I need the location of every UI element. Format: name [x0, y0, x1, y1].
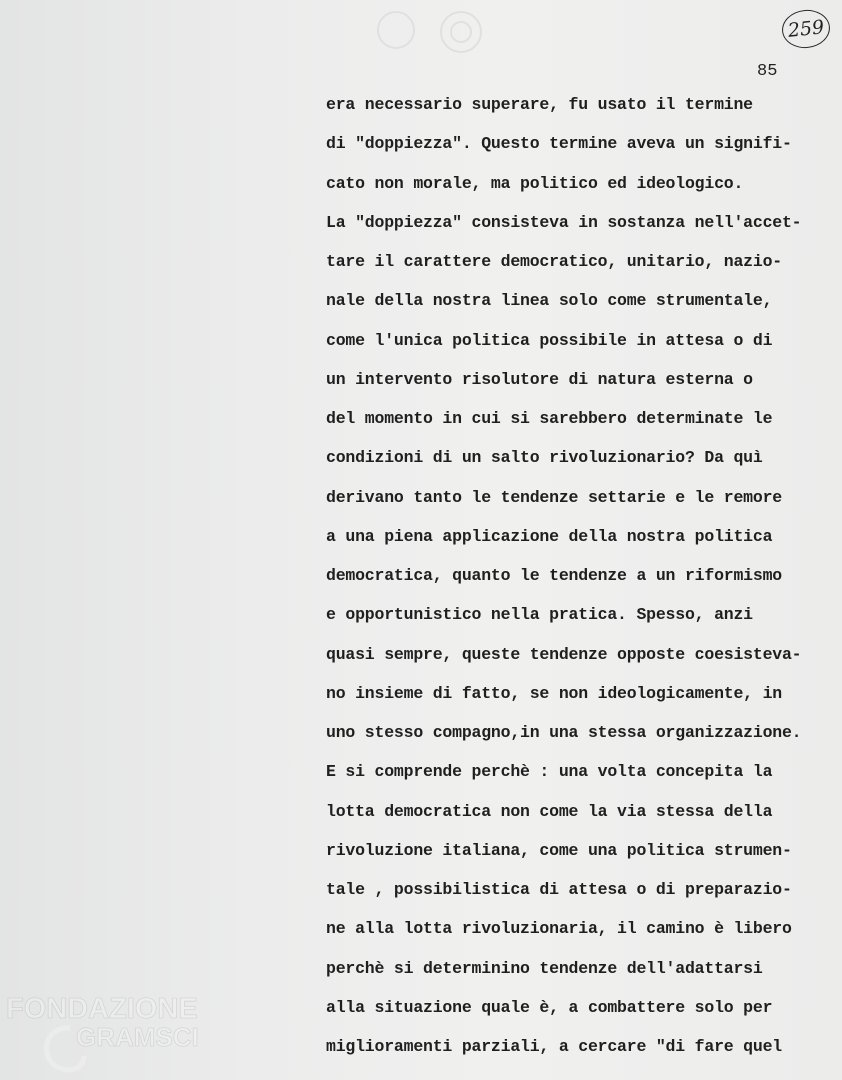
text-line: era necessario superare, fu usato il termine — [326, 95, 753, 114]
text-line: rivoluzione italiana, come una politica strumen- — [326, 840, 792, 860]
text-line: come l'unica politica possibile in attesa o di — [326, 330, 773, 350]
text-line: un intervento risolutore di natura esterna o — [326, 369, 753, 389]
text-line: a una piena applicazione della nostra politica — [326, 526, 773, 546]
text-line: e opportunistico nella pratica. Spesso, anzi — [326, 605, 753, 625]
watermark-line-2: GRAMSCI — [76, 1022, 199, 1052]
text-line: tale , possibilistica di attesa o di preparazio- — [326, 880, 792, 899]
fondazione-gramsci-watermark — [4, 988, 219, 1074]
handwritten-folio-number — [780, 8, 832, 51]
text-line: ne alla lotta rivoluzionaria, il camino è libero — [326, 919, 792, 939]
text-line: democratica, quanto le tendenze a un riformismo — [326, 566, 782, 585]
page-number: 85 — [757, 62, 778, 81]
typed-text-body — [326, 92, 826, 1073]
text-line: no insieme di fatto, se non ideologicamente, in — [326, 683, 782, 703]
text-line: di "doppiezza". Questo termine aveva un signifi- — [326, 134, 792, 154]
text-line: cato non morale, ma politico ed ideologico. — [326, 173, 744, 193]
text-line: miglioramenti parziali, a cercare "di fare quel — [326, 1037, 782, 1056]
handwritten-folio-text: 259 — [786, 16, 826, 42]
text-line: del momento in cui si sarebbero determinate le — [326, 409, 773, 428]
text-line: derivano tanto le tendenze settarie e le remore — [326, 487, 782, 507]
text-line: condizioni di un salto rivoluzionario? Da quì — [326, 448, 763, 468]
bleed-through-mark — [366, 2, 496, 62]
text-line: alla situazione quale è, a combattere solo per — [326, 997, 773, 1017]
text-line: E si comprende perchè : una volta concepita la — [326, 762, 773, 782]
text-line: lotta democratica non come la via stessa della — [326, 801, 773, 821]
text-line: uno stesso compagno,in una stessa organizzazione. — [326, 723, 802, 742]
text-line: La "doppiezza" consisteva in sostanza nell'accet- — [326, 212, 802, 232]
text-line: perchè si determinino tendenze dell'adattarsi — [326, 958, 763, 978]
watermark-line-1: FONDAZIONE — [6, 993, 198, 1025]
text-line: nale della nostra linea solo come strumentale, — [326, 291, 773, 311]
text-line: quasi sempre, queste tendenze opposte coesisteva- — [326, 644, 802, 664]
text-line: tare il carattere democratico, unitario, nazio- — [326, 252, 782, 271]
